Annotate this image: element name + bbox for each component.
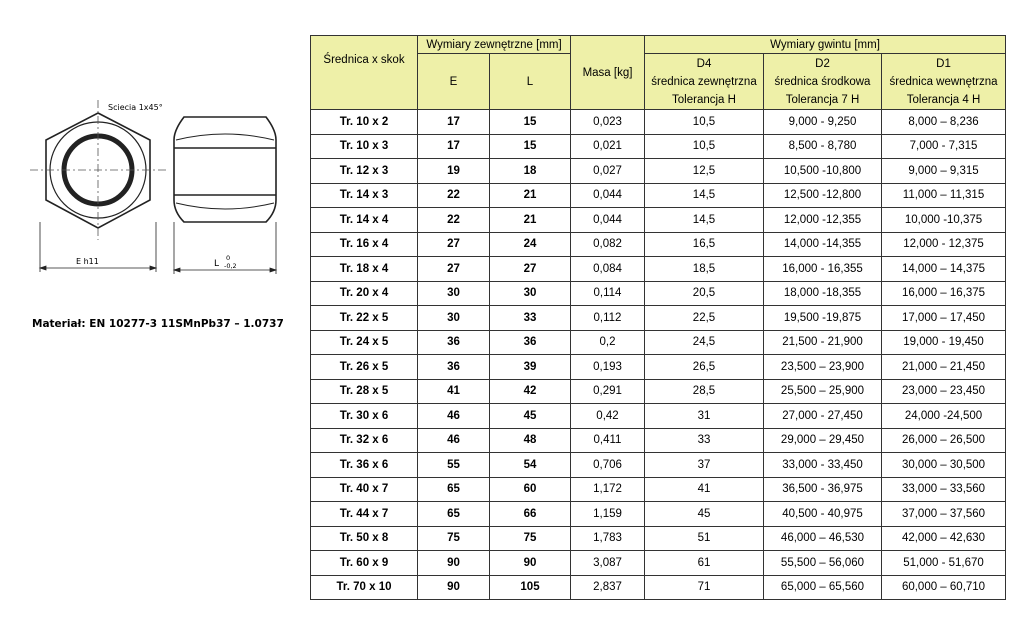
cell-mass: 0,411 [571, 428, 645, 453]
cell-d1: 21,000 – 21,450 [882, 355, 1006, 380]
cell-d1: 23,000 – 23,450 [882, 379, 1006, 404]
cell-d4: 33 [645, 428, 764, 453]
cell-mass: 0,291 [571, 379, 645, 404]
material-spec: Materiał: EN 10277-3 11SMnPb37 – 1.0737 [32, 318, 284, 330]
cell-d2: 12,000 -12,355 [764, 208, 882, 233]
cell-d2: 29,000 – 29,450 [764, 428, 882, 453]
cell-d1: 30,000 – 30,500 [882, 453, 1006, 478]
cell-e: 22 [418, 183, 490, 208]
cell-size: Tr. 18 x 4 [311, 257, 418, 282]
d4-desc: średnica zewnętrzna [651, 75, 757, 88]
cell-size: Tr. 16 x 4 [311, 232, 418, 257]
cell-d2: 55,500 – 56,060 [764, 551, 882, 576]
cell-mass: 0,193 [571, 355, 645, 380]
cell-d4: 20,5 [645, 281, 764, 306]
cell-d1: 60,000 – 60,710 [882, 575, 1006, 600]
table-body [311, 110, 1006, 600]
header-d2 [764, 54, 882, 110]
cell-e: 36 [418, 355, 490, 380]
l-dimension-label: L [214, 259, 220, 269]
d1-desc: średnica wewnętrzna [889, 75, 998, 88]
cell-size: Tr. 20 x 4 [311, 281, 418, 306]
d1-tol: Tolerancja 4 H [906, 93, 981, 106]
cell-size: Tr. 32 x 6 [311, 428, 418, 453]
cell-d2: 10,500 -10,800 [764, 159, 882, 184]
table-row [311, 134, 1006, 159]
cell-e: 36 [418, 330, 490, 355]
table-row [311, 428, 1006, 453]
header-d1 [882, 54, 1006, 110]
cell-l: 48 [490, 428, 571, 453]
cell-l: 60 [490, 477, 571, 502]
cell-l: 33 [490, 306, 571, 331]
cell-size: Tr. 26 x 5 [311, 355, 418, 380]
cell-d1: 37,000 – 37,560 [882, 502, 1006, 527]
cell-d2: 12,500 -12,800 [764, 183, 882, 208]
cell-l: 45 [490, 404, 571, 429]
cell-e: 65 [418, 477, 490, 502]
cell-l: 21 [490, 183, 571, 208]
cell-e: 55 [418, 453, 490, 478]
table-row [311, 257, 1006, 282]
l-tolerance-lower: -0,2 [224, 262, 237, 270]
cell-l: 90 [490, 551, 571, 576]
d1-code: D1 [936, 57, 951, 70]
cell-d1: 7,000 - 7,315 [882, 134, 1006, 159]
table-row [311, 379, 1006, 404]
l-tolerance-upper: 0 [226, 254, 231, 262]
header-d4 [645, 54, 764, 110]
cell-size: Tr. 24 x 5 [311, 330, 418, 355]
cell-l: 36 [490, 330, 571, 355]
cell-e: 19 [418, 159, 490, 184]
e-dimension-label: E h11 [76, 257, 99, 266]
cell-size: Tr. 10 x 3 [311, 134, 418, 159]
d2-tol: Tolerancja 7 H [785, 93, 860, 106]
cell-mass: 0,084 [571, 257, 645, 282]
cell-mass: 3,087 [571, 551, 645, 576]
cell-size: Tr. 12 x 3 [311, 159, 418, 184]
header-size: Średnica x skok [311, 36, 418, 110]
cell-d4: 71 [645, 575, 764, 600]
table-row [311, 281, 1006, 306]
cell-d4: 12,5 [645, 159, 764, 184]
cell-l: 30 [490, 281, 571, 306]
cell-d1: 17,000 – 17,450 [882, 306, 1006, 331]
cell-mass: 0,114 [571, 281, 645, 306]
table-row [311, 232, 1006, 257]
table-row [311, 477, 1006, 502]
table-row [311, 110, 1006, 135]
cell-l: 66 [490, 502, 571, 527]
cell-l: 54 [490, 453, 571, 478]
cell-d1: 14,000 – 14,375 [882, 257, 1006, 282]
cell-size: Tr. 30 x 6 [311, 404, 418, 429]
cell-d1: 24,000 -24,500 [882, 404, 1006, 429]
cell-mass: 0,2 [571, 330, 645, 355]
cell-d2: 65,000 – 65,560 [764, 575, 882, 600]
cell-l: 39 [490, 355, 571, 380]
cell-mass: 1,159 [571, 502, 645, 527]
cell-d4: 26,5 [645, 355, 764, 380]
cell-e: 30 [418, 306, 490, 331]
cell-l: 18 [490, 159, 571, 184]
cell-d2: 18,000 -18,355 [764, 281, 882, 306]
cell-d4: 10,5 [645, 110, 764, 135]
cell-d2: 27,000 - 27,450 [764, 404, 882, 429]
cell-e: 17 [418, 134, 490, 159]
cell-e: 90 [418, 551, 490, 576]
table-row [311, 526, 1006, 551]
cell-d4: 16,5 [645, 232, 764, 257]
cell-d1: 9,000 – 9,315 [882, 159, 1006, 184]
cell-e: 46 [418, 404, 490, 429]
cell-e: 75 [418, 526, 490, 551]
header-e: E [418, 54, 490, 110]
chamfer-label: Sciecia 1x45° [108, 103, 163, 112]
table-row [311, 159, 1006, 184]
cell-size: Tr. 14 x 3 [311, 183, 418, 208]
cell-mass: 0,082 [571, 232, 645, 257]
cell-mass: 0,42 [571, 404, 645, 429]
cell-d4: 22,5 [645, 306, 764, 331]
cell-mass: 0,027 [571, 159, 645, 184]
table-row [311, 551, 1006, 576]
cell-d2: 19,500 -19,875 [764, 306, 882, 331]
cell-l: 24 [490, 232, 571, 257]
cell-l: 42 [490, 379, 571, 404]
d4-code: D4 [696, 57, 712, 70]
table-row [311, 502, 1006, 527]
cell-d2: 9,000 - 9,250 [764, 110, 882, 135]
cell-d2: 23,500 – 23,900 [764, 355, 882, 380]
cell-mass: 1,783 [571, 526, 645, 551]
cell-e: 41 [418, 379, 490, 404]
cell-d1: 11,000 – 11,315 [882, 183, 1006, 208]
header-mass: Masa [kg] [571, 36, 645, 110]
cell-d1: 33,000 – 33,560 [882, 477, 1006, 502]
cell-size: Tr. 44 x 7 [311, 502, 418, 527]
thread-nut-spec-table [310, 35, 1006, 600]
cell-mass: 0,706 [571, 453, 645, 478]
cell-d4: 45 [645, 502, 764, 527]
cell-d4: 37 [645, 453, 764, 478]
cell-mass: 0,023 [571, 110, 645, 135]
cell-l: 75 [490, 526, 571, 551]
cell-size: Tr. 28 x 5 [311, 379, 418, 404]
cell-d4: 31 [645, 404, 764, 429]
cell-d4: 51 [645, 526, 764, 551]
cell-size: Tr. 70 x 10 [311, 575, 418, 600]
cell-e: 17 [418, 110, 490, 135]
cell-d4: 28,5 [645, 379, 764, 404]
header-thread-dimensions: Wymiary gwintu [mm] [645, 36, 1006, 54]
cell-d2: 33,000 - 33,450 [764, 453, 882, 478]
cell-d4: 14,5 [645, 183, 764, 208]
nut-technical-drawing [0, 0, 300, 300]
cell-e: 27 [418, 257, 490, 282]
cell-size: Tr. 10 x 2 [311, 110, 418, 135]
table-row [311, 404, 1006, 429]
cell-d1: 42,000 – 42,630 [882, 526, 1006, 551]
d2-code: D2 [815, 57, 830, 70]
cell-l: 27 [490, 257, 571, 282]
cell-d1: 26,000 – 26,500 [882, 428, 1006, 453]
d4-tol: Tolerancja H [672, 93, 736, 106]
cell-d4: 10,5 [645, 134, 764, 159]
cell-e: 90 [418, 575, 490, 600]
cell-d4: 61 [645, 551, 764, 576]
cell-mass: 2,837 [571, 575, 645, 600]
table-row [311, 575, 1006, 600]
cell-d1: 8,000 – 8,236 [882, 110, 1006, 135]
table-row [311, 306, 1006, 331]
cell-mass: 0,044 [571, 183, 645, 208]
cell-size: Tr. 40 x 7 [311, 477, 418, 502]
cell-l: 15 [490, 110, 571, 135]
cell-d2: 14,000 -14,355 [764, 232, 882, 257]
cell-e: 22 [418, 208, 490, 233]
table-row [311, 208, 1006, 233]
cell-mass: 0,021 [571, 134, 645, 159]
cell-size: Tr. 50 x 8 [311, 526, 418, 551]
cell-d1: 51,000 - 51,670 [882, 551, 1006, 576]
cell-l: 15 [490, 134, 571, 159]
cell-d2: 36,500 - 36,975 [764, 477, 882, 502]
header-outer-dimensions: Wymiary zewnętrzne [mm] [418, 36, 571, 54]
cell-d1: 16,000 – 16,375 [882, 281, 1006, 306]
cell-l: 105 [490, 575, 571, 600]
cell-size: Tr. 60 x 9 [311, 551, 418, 576]
cell-d4: 14,5 [645, 208, 764, 233]
table-row [311, 453, 1006, 478]
cell-d4: 18,5 [645, 257, 764, 282]
cell-d2: 25,500 – 25,900 [764, 379, 882, 404]
cell-mass: 0,112 [571, 306, 645, 331]
cell-size: Tr. 14 x 4 [311, 208, 418, 233]
cell-e: 30 [418, 281, 490, 306]
cell-e: 46 [418, 428, 490, 453]
cell-e: 27 [418, 232, 490, 257]
cell-mass: 1,172 [571, 477, 645, 502]
d2-desc: średnica środkowa [774, 75, 871, 88]
cell-e: 65 [418, 502, 490, 527]
cell-d2: 40,500 - 40,975 [764, 502, 882, 527]
cell-size: Tr. 22 x 5 [311, 306, 418, 331]
cell-d2: 16,000 - 16,355 [764, 257, 882, 282]
cell-d2: 46,000 – 46,530 [764, 526, 882, 551]
table-row [311, 330, 1006, 355]
cell-size: Tr. 36 x 6 [311, 453, 418, 478]
table-row [311, 183, 1006, 208]
cell-d1: 10,000 -10,375 [882, 208, 1006, 233]
cell-d4: 41 [645, 477, 764, 502]
header-l: L [490, 54, 571, 110]
cell-d2: 8,500 - 8,780 [764, 134, 882, 159]
cell-mass: 0,044 [571, 208, 645, 233]
table-row [311, 355, 1006, 380]
cell-d1: 19,000 - 19,450 [882, 330, 1006, 355]
cell-d2: 21,500 - 21,900 [764, 330, 882, 355]
cell-l: 21 [490, 208, 571, 233]
cell-d1: 12,000 - 12,375 [882, 232, 1006, 257]
cell-d4: 24,5 [645, 330, 764, 355]
